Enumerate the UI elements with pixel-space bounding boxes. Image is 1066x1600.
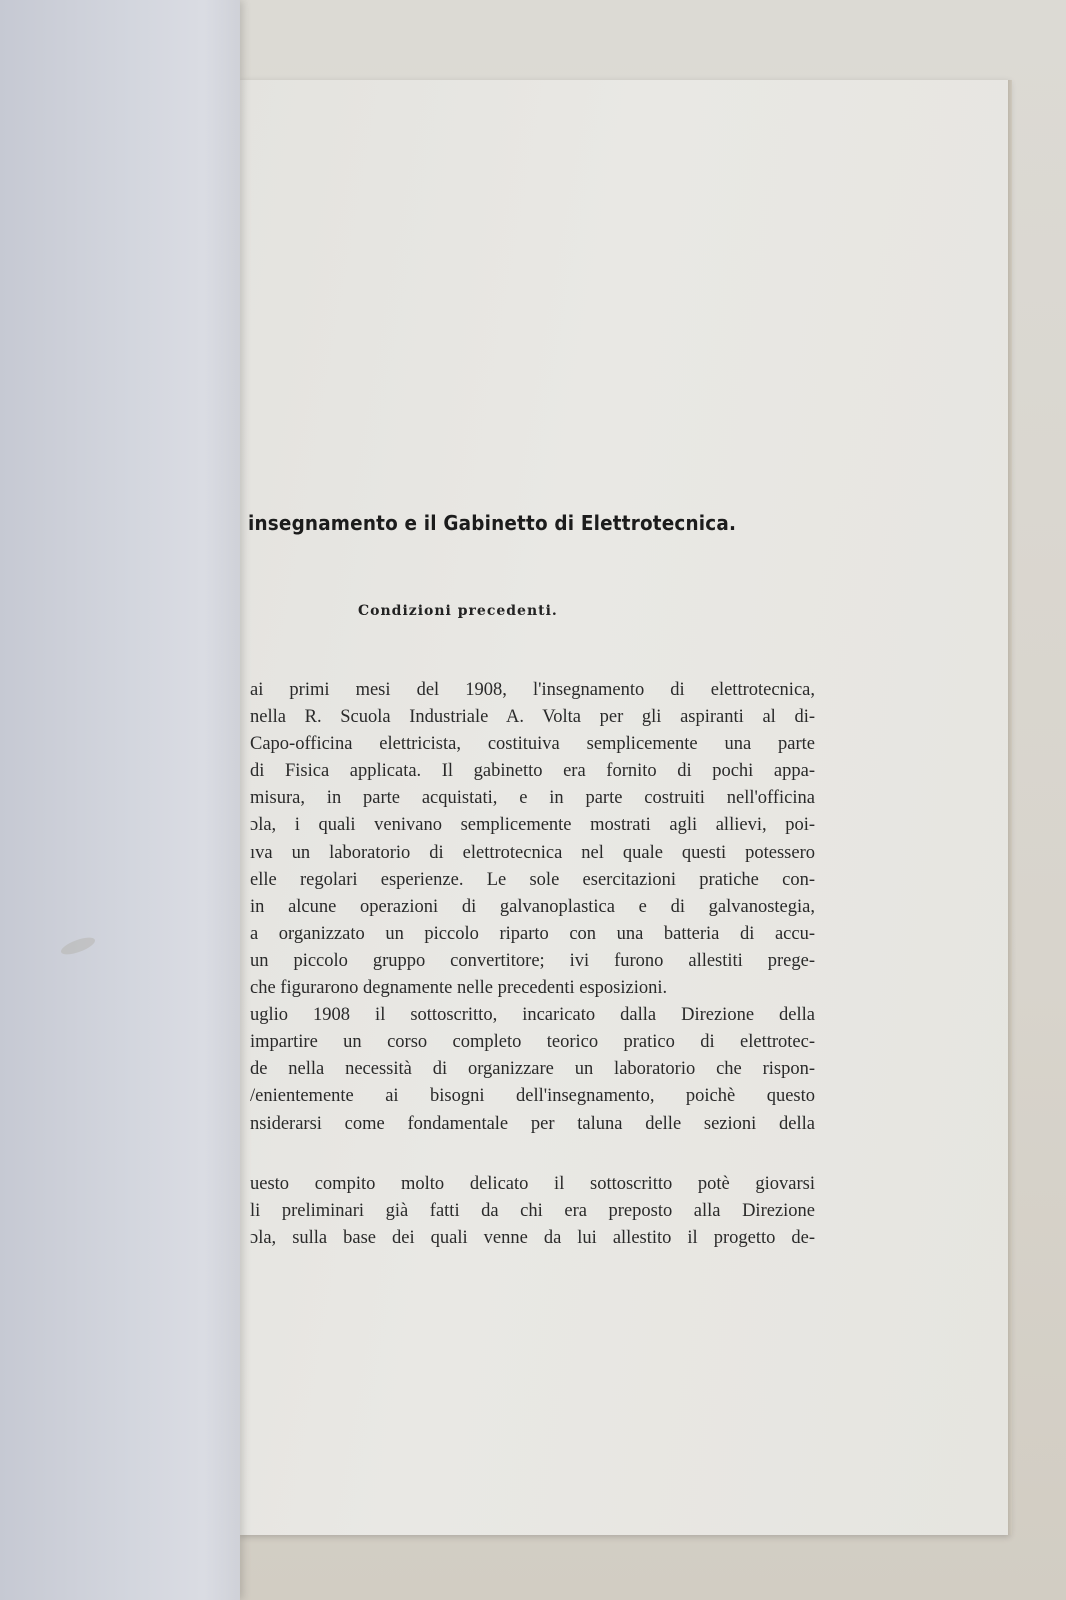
text-line: Capo-officina elettricista, costituiva semplicemente una parte: [250, 734, 815, 755]
text-line: di Fisica applicata. Il gabinetto era fornito di pochi appa-: [250, 761, 815, 782]
paragraph-1: [250, 677, 815, 1138]
text-line: misura, in parte acquistati, e in parte costruiti nell'officina: [250, 788, 815, 809]
text-line: ai primi mesi del 1908, l'insegnamento di elettrotecnica,: [250, 680, 815, 700]
paragraph-2: [250, 1171, 815, 1252]
page-edge: [1008, 80, 1012, 1535]
text-line: che figurarono degnamente nelle precedenti esposizioni.: [250, 978, 668, 999]
text-line: elle regolari esperienze. Le sole esercitazioni pratiche con-: [250, 869, 815, 890]
text-line: uesto compito molto delicato il sottoscritto potè giovarsi: [250, 1174, 815, 1194]
text-line: ɔla, sulla base dei quali venne da lui allestito il progetto de-: [250, 1228, 815, 1249]
text-line: li preliminari già fatti da chi era preposto alla Direzione: [250, 1201, 815, 1222]
chapter-title: insegnamento e il Gabinetto di Elettrotecnica.: [248, 511, 737, 535]
section-heading: Condizioni precedenti.: [358, 603, 558, 619]
text-line: /enientemente ai bisogni dell'insegnamento, poichè questo: [250, 1086, 815, 1107]
text-line: a organizzato un piccolo riparto con una batteria di accu-: [250, 923, 815, 944]
text-line: impartire un corso completo teorico pratico di elettrotec-: [250, 1032, 815, 1053]
text-line: nsiderarsi come fondamentale per taluna delle sezioni della: [250, 1113, 815, 1134]
text-line: nella R. Scuola Industriale A. Volta per gli aspiranti al di-: [250, 707, 815, 728]
text-line: de nella necessità di organizzare un laboratorio che rispon-: [250, 1059, 815, 1080]
facing-blank-page: [0, 0, 240, 1600]
text-line: ıva un laboratorio di elettrotecnica nel quale questi potessero: [250, 842, 815, 863]
text-line: in alcune operazioni di galvanoplastica e di galvanostegia,: [250, 896, 815, 917]
text-line: uglio 1908 il sottoscritto, incaricato dalla Direzione della: [250, 1005, 815, 1026]
text-line: un piccolo gruppo convertitore; ivi furono allestiti prege-: [250, 950, 815, 971]
text-line: ɔla, i quali venivano semplicemente mostrati agli allievi, poi-: [250, 815, 815, 836]
